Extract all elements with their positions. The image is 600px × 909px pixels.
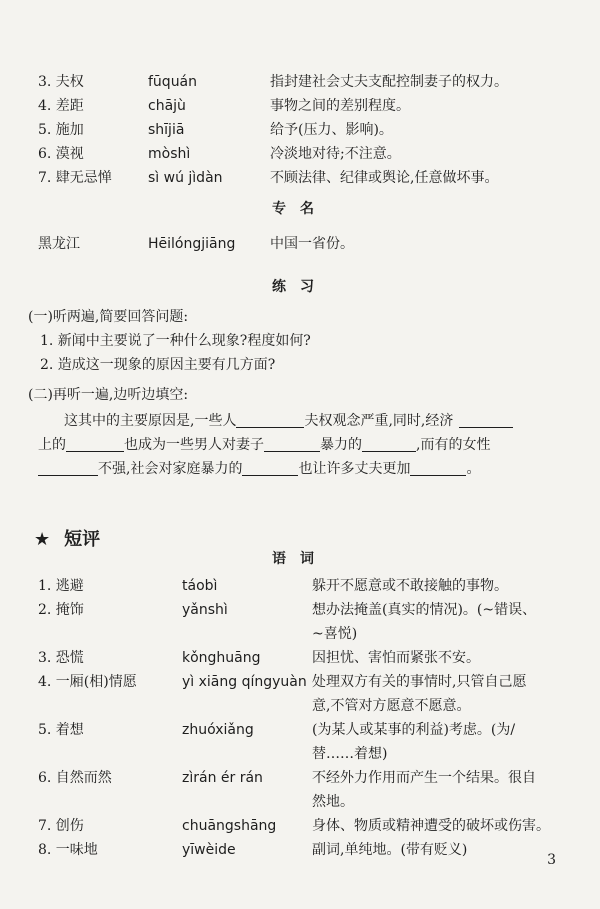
vocab-pinyin: yǎnshì: [182, 602, 228, 618]
vocab-pinyin: chājù: [148, 98, 186, 114]
vocab-definition: 不顾法律、纪律或舆论,任意做坏事。: [270, 170, 499, 186]
proper-names-heading: 专名: [272, 201, 328, 217]
vocab-pinyin: kǒnghuāng: [182, 650, 261, 666]
exercise-2-title: (二)再听一遍,边听边填空:: [28, 387, 189, 403]
exercise-1-question: 2. 造成这一现象的原因主要有几方面?: [40, 357, 276, 373]
vocab-row: [0, 598, 600, 622]
vocab-row: [0, 670, 600, 694]
vocab-definition: 给予(压力、影响)。: [270, 122, 393, 138]
fill-blank[interactable]: [66, 437, 124, 452]
vocab-definition: 想办法掩盖(真实的情况)。(~错误、: [312, 602, 537, 618]
section-title: ★ 短评: [34, 529, 101, 550]
vocab-heading: 语词: [272, 551, 328, 567]
vocab-row-continued: [0, 694, 600, 718]
vocab-row: [0, 142, 600, 166]
vocab-term: 4. 差距: [38, 98, 84, 114]
vocab-pinyin: chuāngshāng: [182, 818, 277, 834]
vocab-pinyin: yì xiāng qíngyuàn: [182, 674, 307, 690]
vocab-term: 黑龙江: [38, 236, 80, 252]
fill-blank[interactable]: [362, 437, 416, 452]
vocab-pinyin: sì wú jìdàn: [148, 170, 223, 186]
vocab-row-continued: [0, 742, 600, 766]
vocab-definition: 冷淡地对待;不注意。: [270, 146, 401, 162]
vocab-definition: 中国一省份。: [270, 236, 354, 252]
vocab-pinyin: Hēilóngjiāng: [148, 236, 236, 252]
vocab-term: 4. 一厢(相)情愿: [38, 674, 137, 690]
vocab-row: [0, 166, 600, 190]
vocab-row: [0, 718, 600, 742]
vocab-definition-continued: 意,不管对方愿意不愿意。: [312, 698, 471, 714]
star-icon: ★: [34, 529, 51, 550]
page-number: 3: [547, 852, 556, 868]
vocab-definition-continued: ~喜悦): [312, 626, 358, 642]
fill-in-line: 上的 也成为一些男人对妻子 暴力的 ,而有的女性: [38, 437, 491, 453]
fill-blank[interactable]: [264, 437, 320, 452]
vocab-term: 8. 一味地: [38, 842, 98, 858]
exercise-1-question: 1. 新闻中主要说了一种什么现象?程度如何?: [40, 333, 311, 349]
fill-blank[interactable]: [236, 413, 304, 428]
vocab-term: 7. 肆无忌惮: [38, 170, 112, 186]
vocab-definition: 身体、物质或精神遭受的破坏或伤害。: [312, 818, 550, 834]
vocab-pinyin: yīwèide: [182, 842, 236, 858]
vocab-row: [0, 94, 600, 118]
vocab-term: 2. 掩饰: [38, 602, 84, 618]
vocab-pinyin: zhuóxiǎng: [182, 722, 254, 738]
vocab-row-continued: [0, 790, 600, 814]
vocab-row: [0, 574, 600, 598]
vocab-term: 3. 夫权: [38, 74, 84, 90]
vocab-pinyin: táobì: [182, 578, 218, 594]
vocab-term: 1. 逃避: [38, 578, 84, 594]
vocab-definition: 不经外力作用而产生一个结果。很自: [312, 770, 536, 786]
fill-blank[interactable]: [242, 461, 298, 476]
vocab-term: 3. 恐慌: [38, 650, 84, 666]
vocab-pinyin: shījiā: [148, 122, 185, 138]
vocab-row: [0, 838, 600, 862]
fill-blank[interactable]: [410, 461, 466, 476]
fill-blank[interactable]: [459, 413, 513, 428]
vocab-definition: 躲开不愿意或不敢接触的事物。: [312, 578, 508, 594]
vocab-term: 6. 自然而然: [38, 770, 112, 786]
vocab-term: 6. 漠视: [38, 146, 84, 162]
vocab-pinyin: fūquán: [148, 74, 198, 90]
fill-in-line: 这其中的主要原因是,一些人 夫权观念严重,同时,经济: [64, 410, 513, 430]
vocab-row-continued: [0, 622, 600, 646]
proper-name-row: [0, 232, 600, 256]
vocab-row: [0, 70, 600, 94]
vocab-definition-continued: 然地。: [312, 794, 354, 810]
vocab-definition: 副词,单纯地。(带有贬义): [312, 842, 468, 858]
vocab-row: [0, 646, 600, 670]
vocab-term: 5. 着想: [38, 722, 84, 738]
exercise-heading: 练习: [272, 279, 328, 295]
vocab-term: 5. 施加: [38, 122, 84, 138]
fill-blank[interactable]: [38, 461, 98, 476]
vocab-definition: (为某人或某事的利益)考虑。(为/: [312, 722, 516, 738]
vocab-row: [0, 118, 600, 142]
vocab-definition-continued: 替……着想): [312, 746, 388, 762]
vocab-definition: 事物之间的差别程度。: [270, 98, 410, 114]
vocab-row: [0, 766, 600, 790]
exercise-1-title: (一)听两遍,简要回答问题:: [28, 309, 189, 325]
vocab-pinyin: zìrán ér rán: [182, 770, 263, 786]
vocab-pinyin: mòshì: [148, 146, 191, 162]
vocab-definition: 指封建社会丈夫支配控制妻子的权力。: [270, 74, 508, 90]
vocab-definition: 处理双方有关的事情时,只管自己愿: [312, 674, 527, 690]
vocab-definition: 因担忧、害怕而紧张不安。: [312, 650, 480, 666]
vocab-term: 7. 创伤: [38, 818, 84, 834]
vocab-row: [0, 814, 600, 838]
fill-in-line: 不强,社会对家庭暴力的 也让许多丈夫更加 。: [38, 458, 480, 478]
